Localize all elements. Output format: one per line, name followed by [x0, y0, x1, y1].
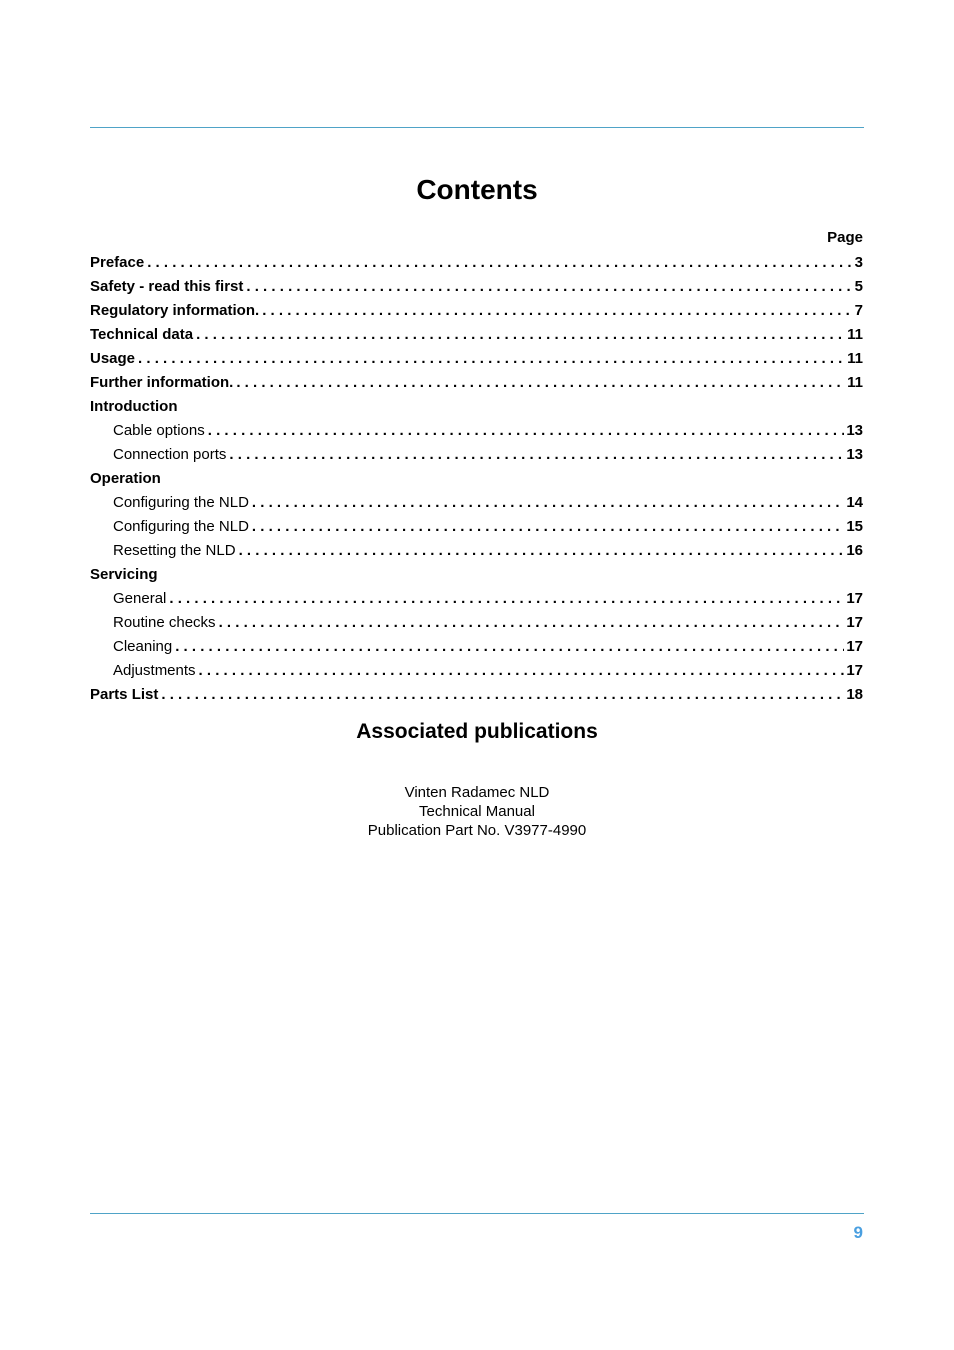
page-title: Contents: [416, 174, 538, 205]
toc-entry-page: 17: [846, 590, 863, 607]
toc-dot-leader: [246, 275, 852, 299]
toc-entry-label: Regulatory information.: [90, 302, 260, 319]
footer-rule: [90, 1213, 864, 1214]
toc-entry-label: Configuring the NLD: [113, 494, 249, 511]
toc-dot-leader: [236, 371, 845, 395]
toc-entry-label: Servicing: [90, 566, 158, 583]
toc-entry-page: 17: [846, 614, 863, 631]
toc-entry[interactable]: [90, 251, 863, 275]
toc-entry-label: Introduction: [90, 398, 178, 415]
toc-entry-page: 11: [847, 350, 863, 367]
toc-dot-leader: [252, 515, 844, 539]
toc-dot-leader: [208, 419, 845, 443]
toc-dot-leader: [147, 251, 852, 275]
associated-publications-list: [0, 783, 954, 840]
toc-entry-page: 17: [846, 662, 863, 679]
table-of-contents: [90, 251, 863, 707]
toc-entry[interactable]: [90, 419, 863, 443]
toc-entry-label: Routine checks: [113, 614, 216, 631]
toc-entry-label: Operation: [90, 470, 161, 487]
toc-entry[interactable]: [90, 275, 863, 299]
header-rule: [90, 127, 864, 128]
toc-entry-label: Resetting the NLD: [113, 542, 236, 559]
toc-entry[interactable]: [90, 467, 863, 491]
publication-line: Technical Manual: [419, 803, 535, 820]
toc-dot-leader: [229, 443, 844, 467]
page-number: 9: [853, 1223, 863, 1242]
toc-entry-page: 11: [847, 374, 863, 391]
associated-publications-title: Associated publications: [356, 720, 598, 743]
toc-entry-page: 7: [854, 302, 863, 319]
toc-dot-leader: [199, 659, 845, 683]
toc-entry-label: Usage: [90, 350, 136, 367]
toc-entry-label: Preface: [90, 254, 145, 271]
toc-entry[interactable]: [90, 515, 863, 539]
toc-entry[interactable]: [90, 299, 863, 323]
toc-entry[interactable]: [90, 635, 863, 659]
toc-entry[interactable]: [90, 611, 863, 635]
toc-entry-label: Parts List: [90, 686, 159, 703]
publication-line: Publication Part No. V3977-4990: [367, 822, 587, 839]
toc-entry-page: 13: [846, 446, 863, 463]
toc-entry[interactable]: [90, 683, 863, 707]
toc-dot-leader: [169, 587, 844, 611]
toc-dot-leader: [239, 539, 845, 563]
toc-entry-label: Configuring the NLD: [113, 518, 249, 535]
toc-dot-leader: [219, 611, 845, 635]
toc-dot-leader: [175, 635, 844, 659]
toc-entry-label: General: [113, 590, 167, 607]
toc-entry[interactable]: [90, 491, 863, 515]
toc-entry[interactable]: [90, 659, 863, 683]
toc-entry-page: 15: [846, 518, 863, 535]
toc-entry-label: Safety - read this first: [90, 278, 244, 295]
toc-entry-label: Connection ports: [113, 446, 227, 463]
toc-entry-label: Adjustments: [113, 662, 196, 679]
toc-entry-page: 14: [846, 494, 863, 511]
toc-entry[interactable]: [90, 443, 863, 467]
toc-entry[interactable]: [90, 347, 863, 371]
publication-line: Vinten Radamec NLD: [404, 784, 550, 801]
toc-entry[interactable]: [90, 395, 863, 419]
toc-entry-page: 17: [846, 638, 863, 655]
toc-entry-page: 11: [847, 326, 863, 343]
toc-entry-page: 18: [846, 686, 863, 703]
toc-entry[interactable]: [90, 563, 863, 587]
toc-entry-label: Further information.: [90, 374, 234, 391]
toc-entry-page: 13: [846, 422, 863, 439]
page-column-heading: Page: [827, 229, 863, 246]
toc-entry[interactable]: [90, 323, 863, 347]
toc-entry-label: Technical data: [90, 326, 194, 343]
toc-dot-leader: [196, 323, 845, 347]
toc-dot-leader: [161, 683, 844, 707]
toc-entry-page: 3: [854, 254, 863, 271]
toc-entry-label: Cleaning: [113, 638, 173, 655]
toc-dot-leader: [262, 299, 852, 323]
toc-dot-leader: [138, 347, 845, 371]
toc-entry[interactable]: [90, 539, 863, 563]
toc-dot-leader: [252, 491, 844, 515]
toc-entry[interactable]: [90, 371, 863, 395]
toc-entry[interactable]: [90, 587, 863, 611]
toc-entry-label: Cable options: [113, 422, 205, 439]
toc-entry-page: 5: [854, 278, 863, 295]
toc-entry-page: 16: [846, 542, 863, 559]
